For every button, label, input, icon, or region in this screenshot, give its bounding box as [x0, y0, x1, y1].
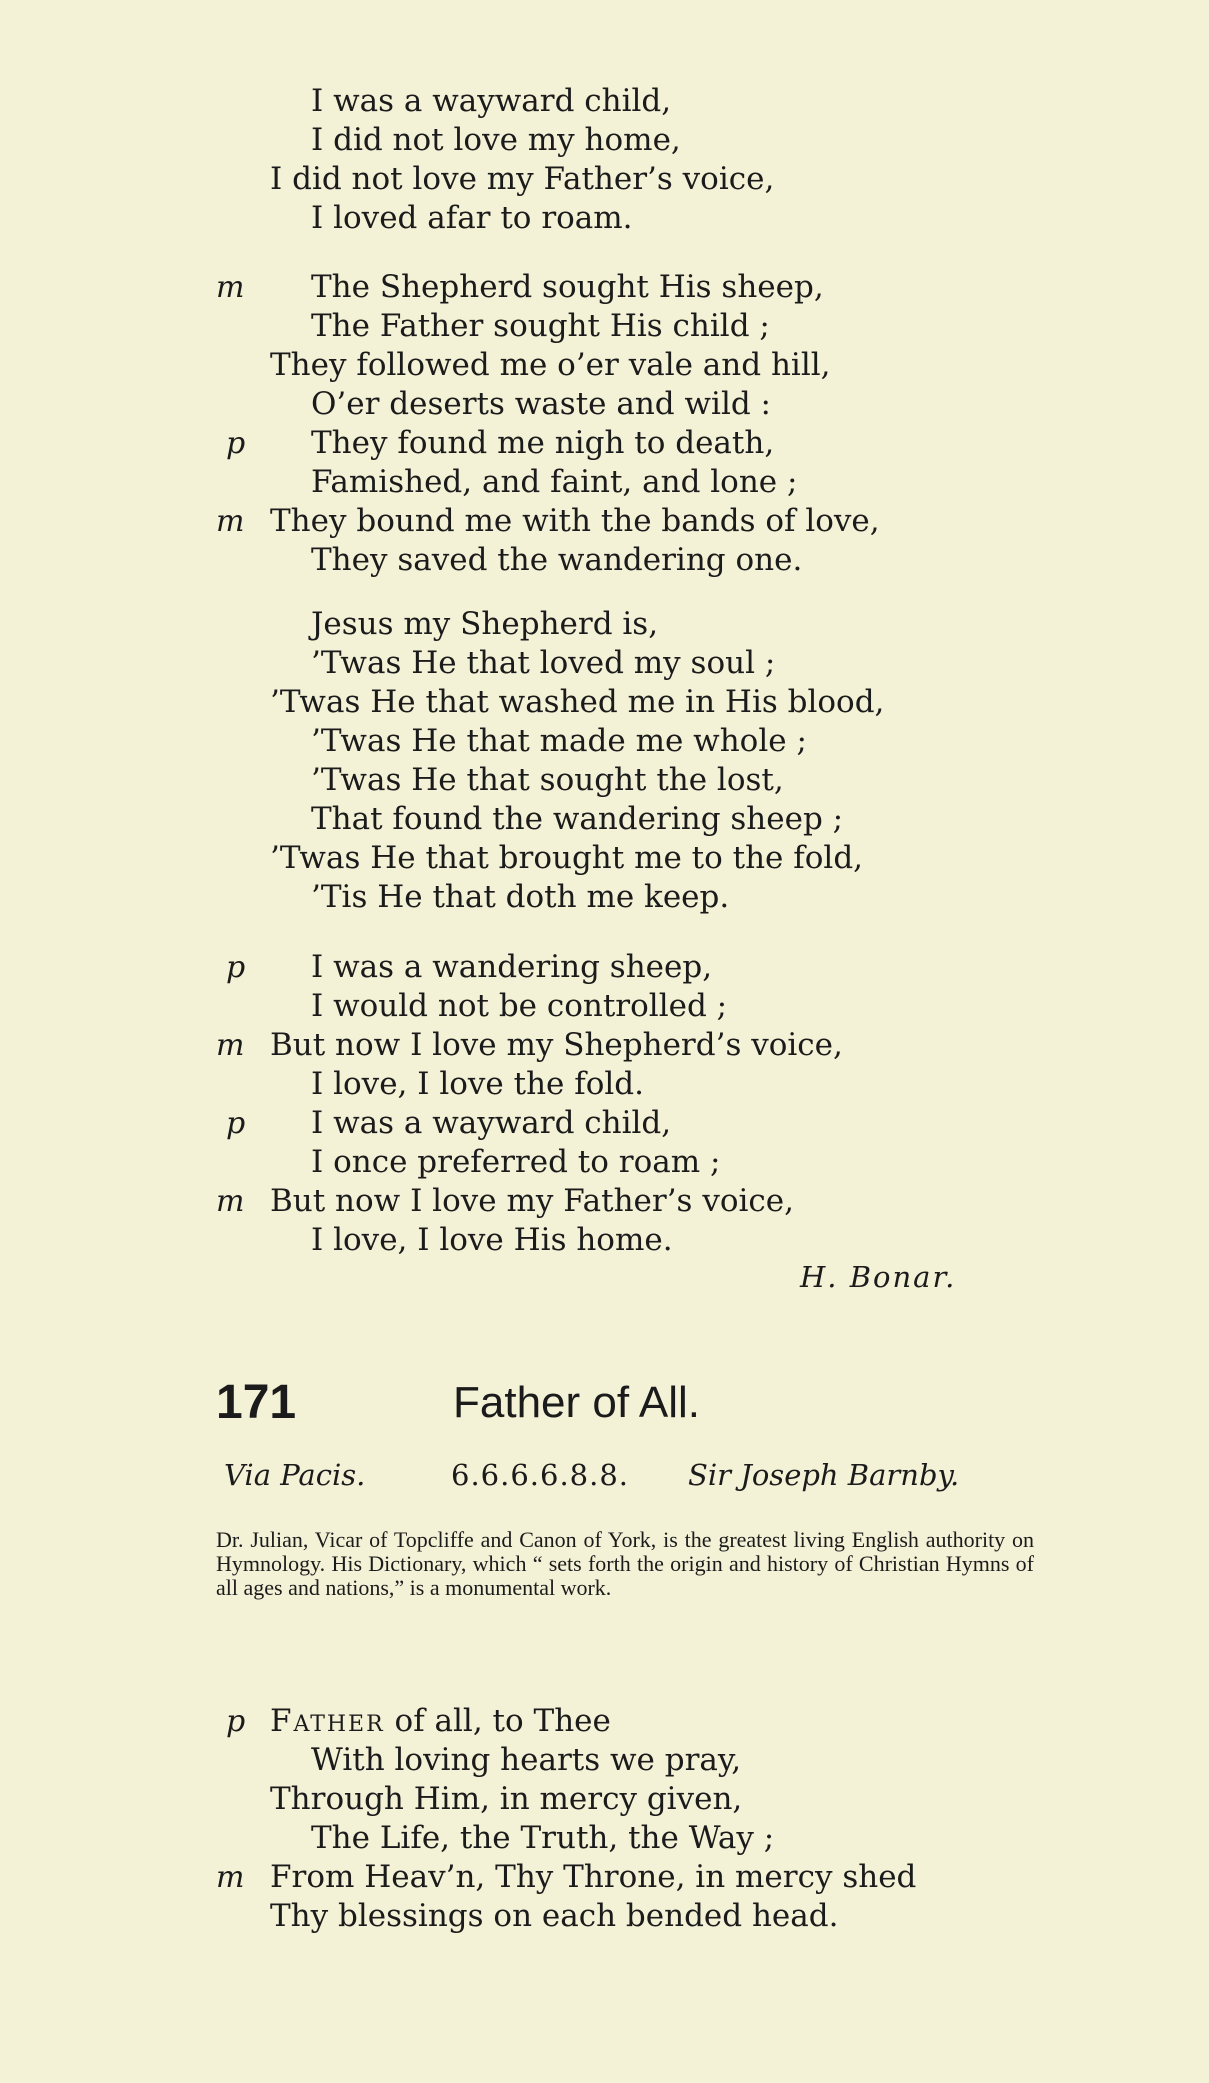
verse-line: ’Twas He that washed me in His blood,	[270, 684, 885, 720]
dynamic-mark: m	[216, 504, 245, 539]
verse-line: O’er deserts waste and wild :	[311, 386, 772, 422]
stanza-1	[0, 82, 1209, 238]
verse-line: Thy blessings on each bended head.	[270, 1898, 839, 1934]
verse-line: That found the wandering sheep ;	[311, 801, 844, 837]
verse-line: I did not love my Father’s voice,	[270, 161, 775, 197]
stanza-4	[0, 948, 1209, 1260]
dynamic-mark: p	[226, 1704, 246, 1739]
verse-line: They saved the wandering one.	[311, 542, 803, 578]
verse-line: Jesus my Shepherd is,	[311, 606, 659, 642]
verse-line: I was a wayward child,	[311, 83, 672, 119]
hymn-171-verse	[0, 1702, 1209, 1936]
verse-line: m The Shepherd sought His sheep,	[216, 269, 824, 305]
dynamic-mark: m	[216, 1860, 245, 1895]
first-word: Father	[270, 1703, 385, 1739]
verse-line: I once preferred to roam ;	[311, 1144, 721, 1180]
verse-line: m From Heav’n, Thy Throne, in mercy shed	[216, 1859, 917, 1895]
meter: 6.6.6.6.8.8.	[451, 1458, 630, 1492]
dynamic-mark: m	[216, 1028, 245, 1063]
verse-line: p I was a wandering sheep,	[226, 949, 713, 985]
verse-line: The Life, the Truth, the Way ;	[311, 1820, 775, 1856]
tune-name: Via Pacis.	[224, 1458, 366, 1492]
hymn-title: Father of All.	[453, 1378, 701, 1427]
verse-line: I love, I love His home.	[311, 1222, 673, 1258]
stanza-2	[0, 268, 1209, 580]
verse-line: I love, I love the fold.	[311, 1066, 645, 1102]
tune-line	[0, 1458, 1209, 1498]
verse-line: The Father sought His child ;	[311, 308, 770, 344]
verse-line: ’Twas He that sought the lost,	[311, 762, 784, 798]
verse-line: Through Him, in mercy given,	[270, 1781, 743, 1817]
editorial-note: Dr. Julian, Vicar of Topcliffe and Canon of York, is the greatest living English authority on Hymnology. His Dictionary, which “ sets forth the origin and history of Christian Hymns of all ages and nations,” is a monumental work.	[216, 1527, 1034, 1600]
author-attribution: H. Bonar.	[800, 1260, 957, 1294]
stanza-3	[0, 605, 1209, 917]
verse-line: p Father of all, to Thee	[226, 1703, 611, 1739]
dynamic-mark: m	[216, 270, 245, 305]
dynamic-mark: p	[226, 950, 246, 985]
verse-line: p I was a wayward child,	[226, 1105, 672, 1141]
dynamic-mark: p	[226, 426, 246, 461]
hymn-number: 171	[216, 1376, 297, 1429]
verse-line: ’Twas He that brought me to the fold,	[270, 840, 864, 876]
verse-line: ’Twas He that loved my soul ;	[311, 645, 776, 681]
dynamic-mark: m	[216, 1184, 245, 1219]
verse-line: m But now I love my Shepherd’s voice,	[216, 1027, 843, 1063]
verse-line: ’Tis He that doth me keep.	[311, 879, 730, 915]
composer: Sir Joseph Barnby.	[688, 1458, 960, 1492]
dynamic-mark: p	[226, 1106, 246, 1141]
verse-line: m They bound me with the bands of love,	[216, 503, 880, 539]
verse-line: I would not be controlled ;	[311, 988, 728, 1024]
verse-line: They followed me o’er vale and hill,	[270, 347, 831, 383]
verse-line: ’Twas He that made me whole ;	[311, 723, 807, 759]
verse-line: I loved afar to roam.	[311, 200, 633, 236]
verse-line: p They found me nigh to death,	[226, 425, 775, 461]
verse-line: Famished, and faint, and lone ;	[311, 464, 798, 500]
verse-line: With loving hearts we pray,	[311, 1742, 742, 1778]
verse-line: m But now I love my Father’s voice,	[216, 1183, 794, 1219]
verse-line: I did not love my home,	[311, 122, 681, 158]
